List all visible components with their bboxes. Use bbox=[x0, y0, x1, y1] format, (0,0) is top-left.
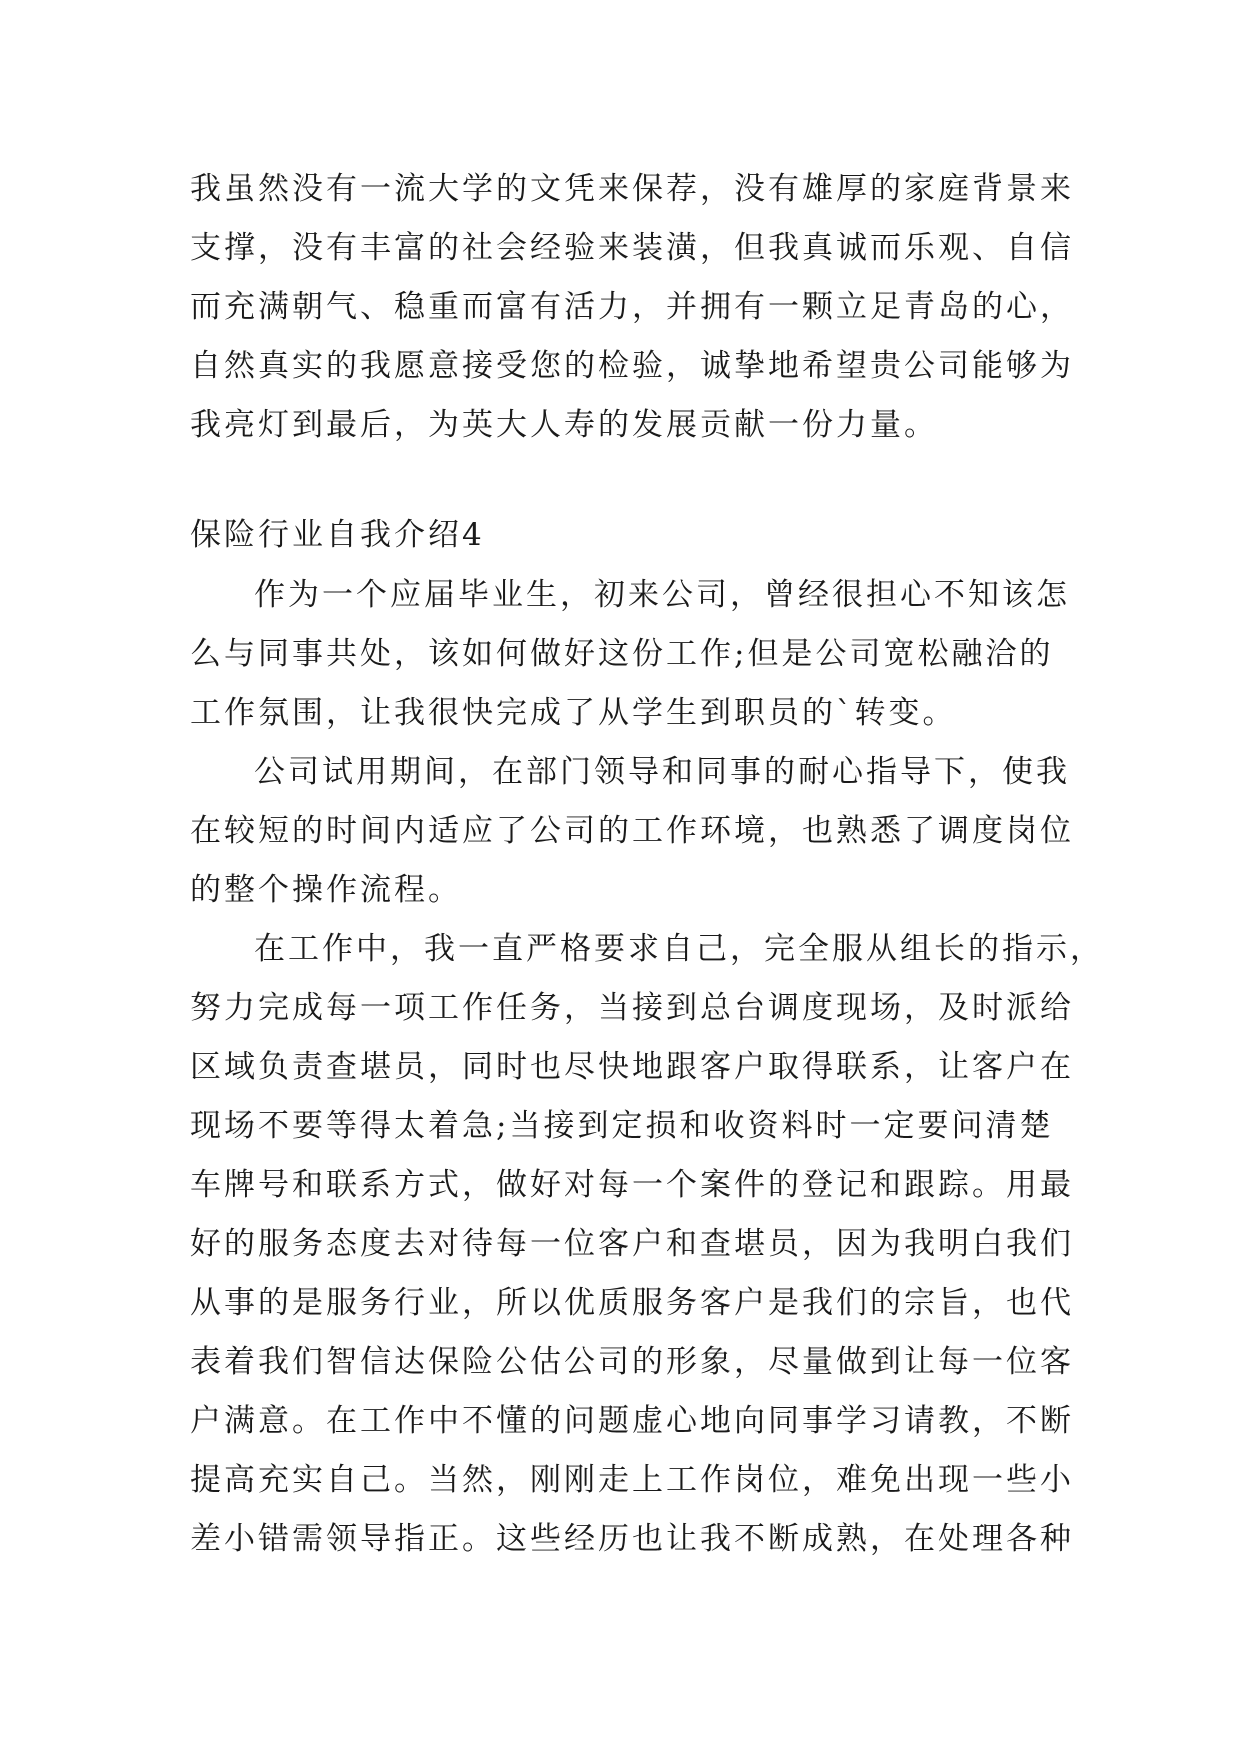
paragraph-1 bbox=[190, 160, 1090, 455]
paragraph-3 bbox=[190, 743, 1090, 920]
paragraph-line: 我虽然没有一流大学的文凭来保荐，没有雄厚的家庭背景来 bbox=[190, 171, 1074, 207]
paragraph-line: 在较短的时间内适应了公司的工作环境，也熟悉了调度岗位 bbox=[190, 813, 1074, 849]
paragraph-line: 从事的是服务行业，所以优质服务客户是我们的宗旨，也代 bbox=[190, 1285, 1074, 1321]
heading-text: 保险行业自我介绍4 bbox=[190, 517, 485, 553]
paragraph-line: 现场不要等得太着急;当接到定损和收资料时一定要问清楚 bbox=[190, 1108, 1054, 1144]
paragraph-line: 区域负责查堪员，同时也尽快地跟客户取得联系，让客户在 bbox=[190, 1049, 1074, 1085]
paragraph-line: 作为一个应届毕业生，初来公司，曾经很担心不知该怎 bbox=[254, 577, 1070, 613]
paragraph-line: 好的服务态度去对待每一位客户和查堪员，因为我明白我们 bbox=[190, 1226, 1074, 1262]
paragraph-line: 工作氛围，让我很快完成了从学生到职员的`转变。 bbox=[190, 695, 957, 731]
paragraph-line: 支撑，没有丰富的社会经验来装潢，但我真诚而乐观、自信 bbox=[190, 230, 1074, 266]
section-body bbox=[190, 566, 1104, 1569]
paragraph-line: 差小错需领导指正。这些经历也让我不断成熟，在处理各种 bbox=[190, 1521, 1074, 1557]
paragraph-line: 努力完成每一项工作任务，当接到总台调度现场，及时派给 bbox=[190, 990, 1074, 1026]
paragraph-line: 而充满朝气、稳重而富有活力，并拥有一颗立足青岛的心， bbox=[190, 289, 1074, 325]
section-heading bbox=[190, 506, 1090, 565]
paragraph-line: 车牌号和联系方式，做好对每一个案件的登记和跟踪。用最 bbox=[190, 1167, 1074, 1203]
paragraph-line: 公司试用期间，在部门领导和同事的耐心指导下，使我 bbox=[254, 754, 1070, 790]
paragraph-line: 在工作中，我一直严格要求自己，完全服从组长的指示， bbox=[254, 931, 1104, 967]
paragraph-line: 提高充实自己。当然，刚刚走上工作岗位，难免出现一些小 bbox=[190, 1462, 1074, 1498]
paragraph-line: 的整个操作流程。 bbox=[190, 872, 462, 908]
paragraph-line: 么与同事共处，该如何做好这份工作;但是公司宽松融洽的 bbox=[190, 636, 1054, 672]
paragraph-line: 表着我们智信达保险公估公司的形象，尽量做到让每一位客 bbox=[190, 1344, 1074, 1380]
paragraph-2 bbox=[190, 566, 1090, 743]
paragraph-line: 我亮灯到最后，为英大人寿的发展贡献一份力量。 bbox=[190, 407, 938, 443]
paragraph-line: 户满意。在工作中不懂的问题虚心地向同事学习请教，不断 bbox=[190, 1403, 1074, 1439]
paragraph-line: 自然真实的我愿意接受您的检验，诚挚地希望贵公司能够为 bbox=[190, 348, 1074, 384]
paragraph-4 bbox=[190, 920, 1104, 1569]
